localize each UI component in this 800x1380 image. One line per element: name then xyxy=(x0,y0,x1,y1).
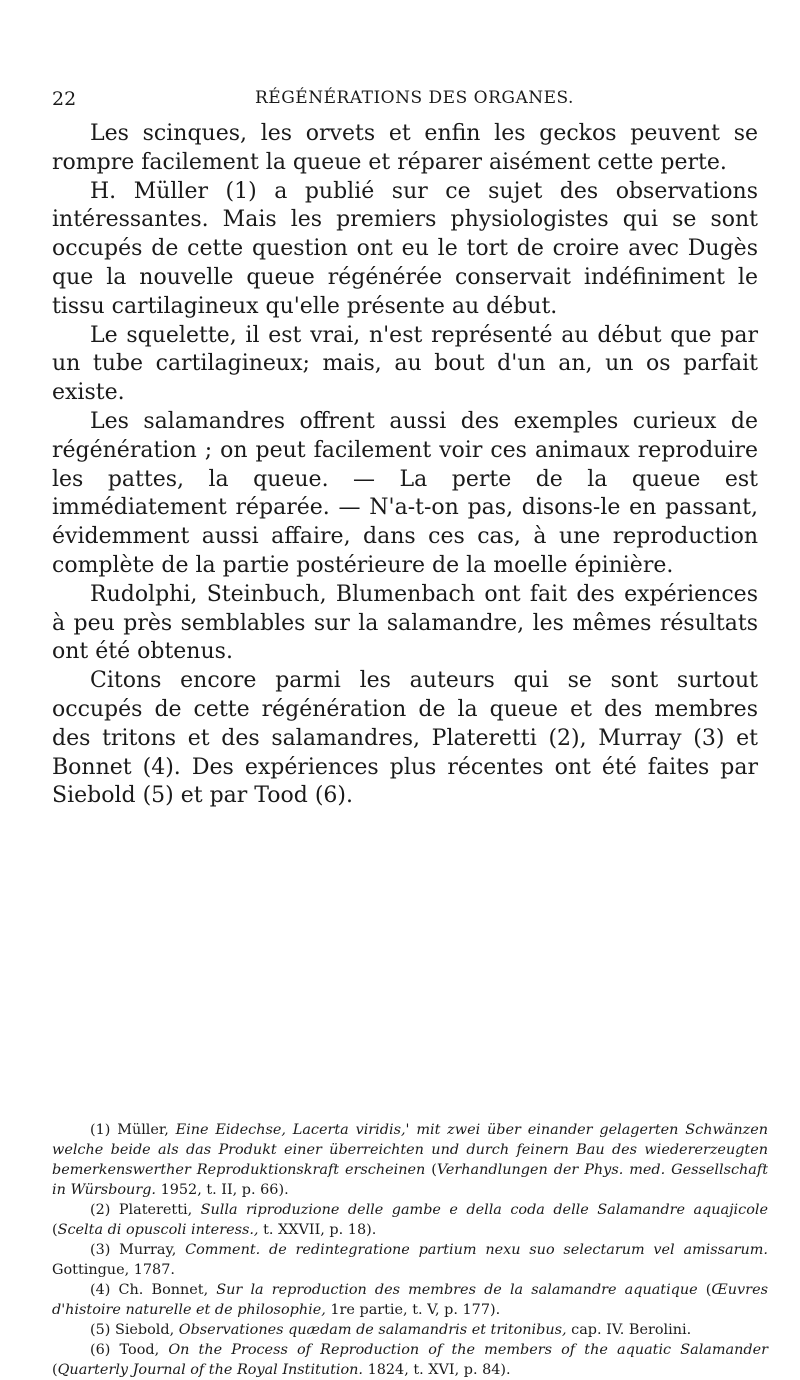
footnote-5: (5) Siebold, Observationes quædam de salamandris et tritonibus, cap. IV. Berolini. xyxy=(90,1322,692,1338)
body-text xyxy=(52,120,758,811)
footnote-1: (1) Müller, Eine Eidechse, Lacerta viridis,' mit zwei über einander gelagerten Schwänzen welche beide als das Produkt einer überreichten und durch feinern Bau des wiedererzeugten bemerkenswerther Reproduktionskraft erscheinen (Verhandlungen der Phys. med. Gessellschaft in Würsbourg. 1952, t. II, p. 66). xyxy=(52,1122,768,1198)
footnote-6: (6) Tood, On the Process of Reproduction of the members of the aquatic Salamander (Quarterly Journal of the Royal Institution. 1824, t. XVI, p. 84). xyxy=(52,1342,768,1378)
paragraph: Les salamandres offrent aussi des exemples curieux de régénération ; on peut facilement voir ces animaux reproduire les pattes, la queue. — La perte de la queue est immédiatement réparée. — N'a-t-on pas, disons-le en passant, évidemment aussi affaire, dans ces cas, à une reproduction complète de la partie postérieure de la moelle épinière. xyxy=(52,408,758,578)
paragraph: Le squelette, il est vrai, n'est représenté au début que par un tube cartilagineux; mais, au bout d'un an, un os parfait existe. xyxy=(52,322,758,406)
paragraph: Citons encore parmi les auteurs qui se sont surtout occupés de cette régénération de la queue et des membres des tritons et des salamandres, Plateretti (2), Murray (3) et Bonnet (4). Des expériences plus récentes ont été faites par Siebold (5) et par Tood (6). xyxy=(52,668,758,809)
footnotes xyxy=(52,1120,768,1380)
paragraph: H. Müller (1) a publié sur ce sujet des observations intéressantes. Mais les premiers physiologistes qui se sont occupés de cette question ont eu le tort de croire avec Dugès que la nouvelle queue régénérée conservait indéfiniment le tissu cartilagineux qu'elle présente au début. xyxy=(52,178,758,319)
footnote-4: (4) Ch. Bonnet, Sur la reproduction des membres de la salamandre aquatique (Œuvres d'histoire naturelle et de philosophie, 1re partie, t. V, p. 177). xyxy=(52,1282,768,1318)
footnote-2: (2) Plateretti, Sulla riproduzione delle gambe e della coda delle Salamandre aquajicole (Scelta di opuscoli interess., t. XXVII, p. 18). xyxy=(52,1202,769,1238)
paragraph: Rudolphi, Steinbuch, Blumenbach ont fait des expériences à peu près semblables sur la salamandre, les mêmes résultats ont été obtenus. xyxy=(52,581,758,665)
footnote-3: (3) Murray, Comment. de redintegratione partium nexu suo selectarum vel amissarum. Gottingue, 1787. xyxy=(52,1242,768,1278)
page-number: 22 xyxy=(52,88,77,110)
paragraph: Les scinques, les orvets et enfin les geckos peuvent se rompre facilement la queue et réparer aisément cette perte. xyxy=(52,121,758,175)
running-title: RÉGÉNÉRATIONS DES ORGANES. xyxy=(255,88,574,108)
